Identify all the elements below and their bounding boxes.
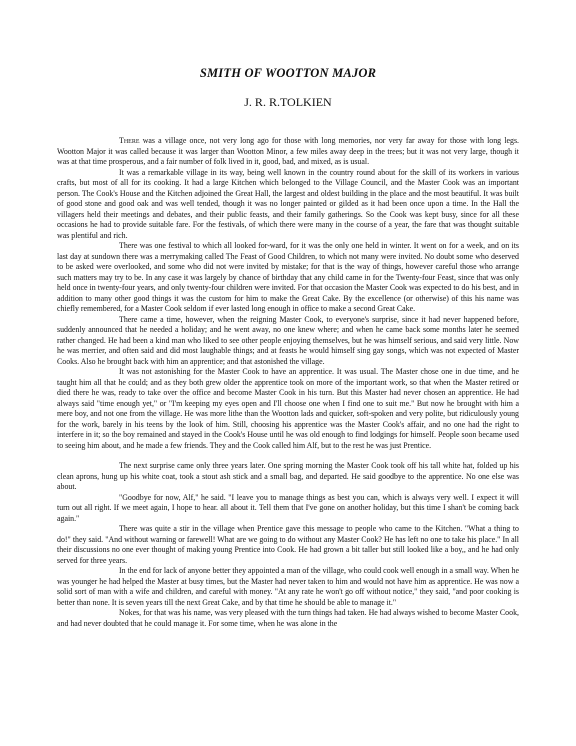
paragraph: There was quite a stir in the village when Prentice gave this message to people who came to the Kitchen. "What a thing to do!" they said. "And without warning or farewell! What are we going to do without any Master Cook? He has left no one to take his place." In all their discussions no one ever thought of making young Prentice into Cook. He had grown a bit taller but still looked like a boy,, and he had only served for three years. [57,524,519,565]
paragraph: It was a remarkable village in its way, being well known in the country round about for the skill of its workers in various crafts, but most of all for its cooking. It had a large Kitchen which belonged to the Village Council, and the Master Cook was an important person. The Cook's House and the Kitchen adjoined the Great Hall, the largest and oldest building in the place and the most beautiful. It was built of good stone and good oak and was well tended, though it was no longer painted or gilded as it had been once upon a time. In the Hall the villagers held their meetings and debates, and their public feasts, and their family gatherings. So the Cook was kept busy, since for all these occasions he had to provide suitable fare. For the festivals, of which there were many in the course of a year, the fare that was thought suitable was plentiful and rich. [57,167,519,240]
paragraph-text: was a village once, not very long ago for those with long memories, nor very far away for those with long legs. Wootton Major it was called because it was larger than Wootton Minor, a few miles away deep in the trees; but it was not very large, though it was at that time prosperous, and a fair number of folk lived in it, good, bad, and mixed, as is usual. [57,136,519,166]
paragraph [57,136,519,168]
paragraph: In the end for lack of anyone better they appointed a man of the village, who could cook well enough in a small way. When he was younger he had helped the Master at busy times, but the Master had never taken to him and would not have him as apprentice. He was now a solid sort of man with a wife and children, and careful with money. "At any rate he won't go off without notice," they said, "and poor cooking is better than none. It is seven years till the next Great Cake, and by that time he should be able to manage it." [57,566,519,607]
paragraph: It was not astonishing for the Master Cook to have an apprentice. It was usual. The Master chose one in due time, and he taught him all that he could; and as they both grew older the apprentice took on more of the important work, so that when the Master retired or died there he was, ready to take over the office and become Master Cook in his turn. But this Master had never chosen an apprentice. He had always said "time enough yet," or "I'm keeping my eyes open and I'll choose one when I find one to suit me." But now he brought with him a mere boy, and not one from the village. He was more lithe than the Wootton lads and quicker, soft-spoken and very polite, but ridiculously young for the work, barely in his teens by the look of him. Still, choosing his apprentice was the Master Cook's affair, and no one had the right to interfere in it; so the boy remained and stayed in the Cook's House until he was old enough to find lodgings for himself. People soon became used to seeing him about, and he made a few friends. They and the Cook called him Alf, but to the rest he was just Prentice. [57,367,519,450]
paragraph: There came a time, however, when the reigning Master Cook, to everyone's surprise, since it had never happened before, suddenly announced that he needed a holiday; and he went away, no one knew where; and when he came back some months later he seemed rather changed. He had been a kind man who liked to see other people enjoying themselves, but he was himself serious, and said very little. Now he was merrier, and often said and did most laughable things; and at feasts he would himself sing gay songs, which was not expected of Master Cooks. Also he brought back with him an apprentice; and that astonished the village. [57,314,519,366]
drop-lead-word: There [119,136,140,145]
document-title: SMITH OF WOOTTON MAJOR [199,66,377,80]
paragraph: The next surprise came only three years later. One spring morning the Master Cook took off his tall white hat, folded up his clean aprons, hung up his white coat, took a stout ash stick and a small bag, and departed. He said goodbye to the apprentice. No one else was about. [57,461,519,491]
document-body [57,136,519,629]
document-author: J. R. R.TOLKIEN [244,95,332,109]
paragraph: "Goodbye for now, Alf," he said. "I leave you to manage things as best you can, which is always very well. I expect it will turn out all right. If we meet again, I hope to hear. all about it. Tell them that I've gone on another holiday, but this time I shan't be coming back again." [57,492,519,523]
paragraph: Nokes, for that was his name, was very pleased with the turn things had taken. He had always wished to become Master Cook, and had never doubted that he could manage it. For some time, when he was alone in the [57,608,519,628]
paragraph: There was one festival to which all looked for-ward, for it was the only one held in winter. It went on for a week, and on its last day at sundown there was a merrymaking called The Feast of Good Children, to which not many were invited. No doubt some who deserved to be asked were overlooked, and some who did not were invited by mistake; for that is the way of things, however careful those who arrange such matters may try to be. In any case it was largely by chance of birthday that any child came in for the Twenty-four Feast, since that was only held once in twenty-four years, and only twenty-four children were invited. For that occasion the Master Cook was expected to do his best, and in addition to many other good things it was the custom for him to make the Great Cake. By the excellence (or otherwise) of this his name was chiefly remembered, for a Master Cook seldom if ever lasted long enough in office to make a second Great Cake. [57,241,519,313]
